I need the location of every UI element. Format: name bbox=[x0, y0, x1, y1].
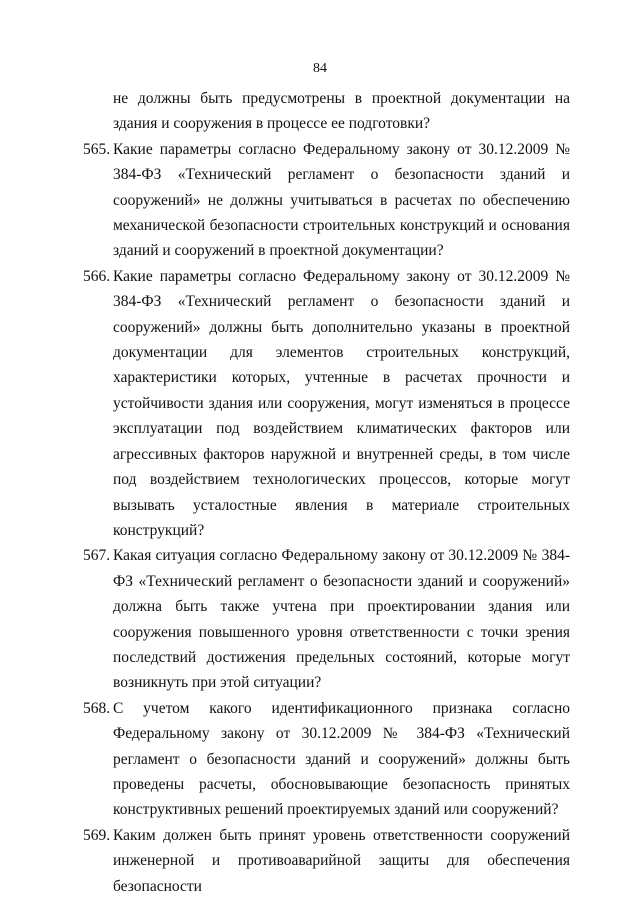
question-569 bbox=[83, 823, 570, 899]
continuation-paragraph: не должны быть предусмотрены в проектной документации на здания и сооружения в процессе ее подготовки? bbox=[113, 90, 570, 133]
question-text: Каким должен быть принят уровень ответственности сооружений инженерной и противоаварийной защиты для обеспечения безопасности bbox=[113, 826, 570, 895]
question-568 bbox=[83, 696, 570, 823]
document-body bbox=[83, 86, 570, 899]
question-number: 567. bbox=[83, 547, 111, 565]
question-text: Какая ситуация согласно Федеральному закону от 30.12.2009 № 384-ФЗ «Технический регламент о безопасности зданий и сооружений» должна быть также учтена при проектировании здания или сооружения повышенного уровня ответственности с точки зрения последствий достижения предельных состояний, которые могут возникнуть при этой ситуации? bbox=[113, 547, 570, 692]
question-text: С учетом какого идентификационного признака согласно Федеральному закону от 30.12.2009 № 384-ФЗ «Технический регламент о безопасности зданий и сооружений» должны быть проведены расчеты, обосновывающие безопасность принятых конструктивных решений проектируемых зданий или сооружений? bbox=[113, 699, 570, 819]
question-number: 568. bbox=[83, 699, 111, 717]
question-number: 566. bbox=[83, 267, 111, 285]
question-text: Какие параметры согласно Федеральному закону от 30.12.2009 № 384-ФЗ «Технический регламент о безопасности зданий и сооружений» не должны учитываться в расчетах по обеспечению механической безопасности строительных конструкций и основания зданий и сооружений в проектной документации? bbox=[113, 140, 570, 260]
question-566 bbox=[83, 264, 570, 543]
question-number: 569. bbox=[83, 826, 111, 844]
question-565 bbox=[83, 137, 570, 264]
question-text: Какие параметры согласно Федеральному закону от 30.12.2009 № 384-ФЗ «Технический регламент о безопасности зданий и сооружений» должны быть дополнительно указаны в проектной документации для элементов строительных конструкций, характеристики которых, учтенные в расчетах прочности и устойчивости здания или сооружения, могут изменяться в процессе эксплуатации под воздействием климатических факторов или агрессивных факторов наружной и внутренней среды, в том числе под воздействием технологических процессов, которые могут вызывать усталостные явления в материале строительных конструкций? bbox=[113, 267, 570, 539]
question-number: 565. bbox=[83, 140, 111, 158]
question-567 bbox=[83, 543, 570, 695]
page-number: 84 bbox=[313, 61, 327, 76]
